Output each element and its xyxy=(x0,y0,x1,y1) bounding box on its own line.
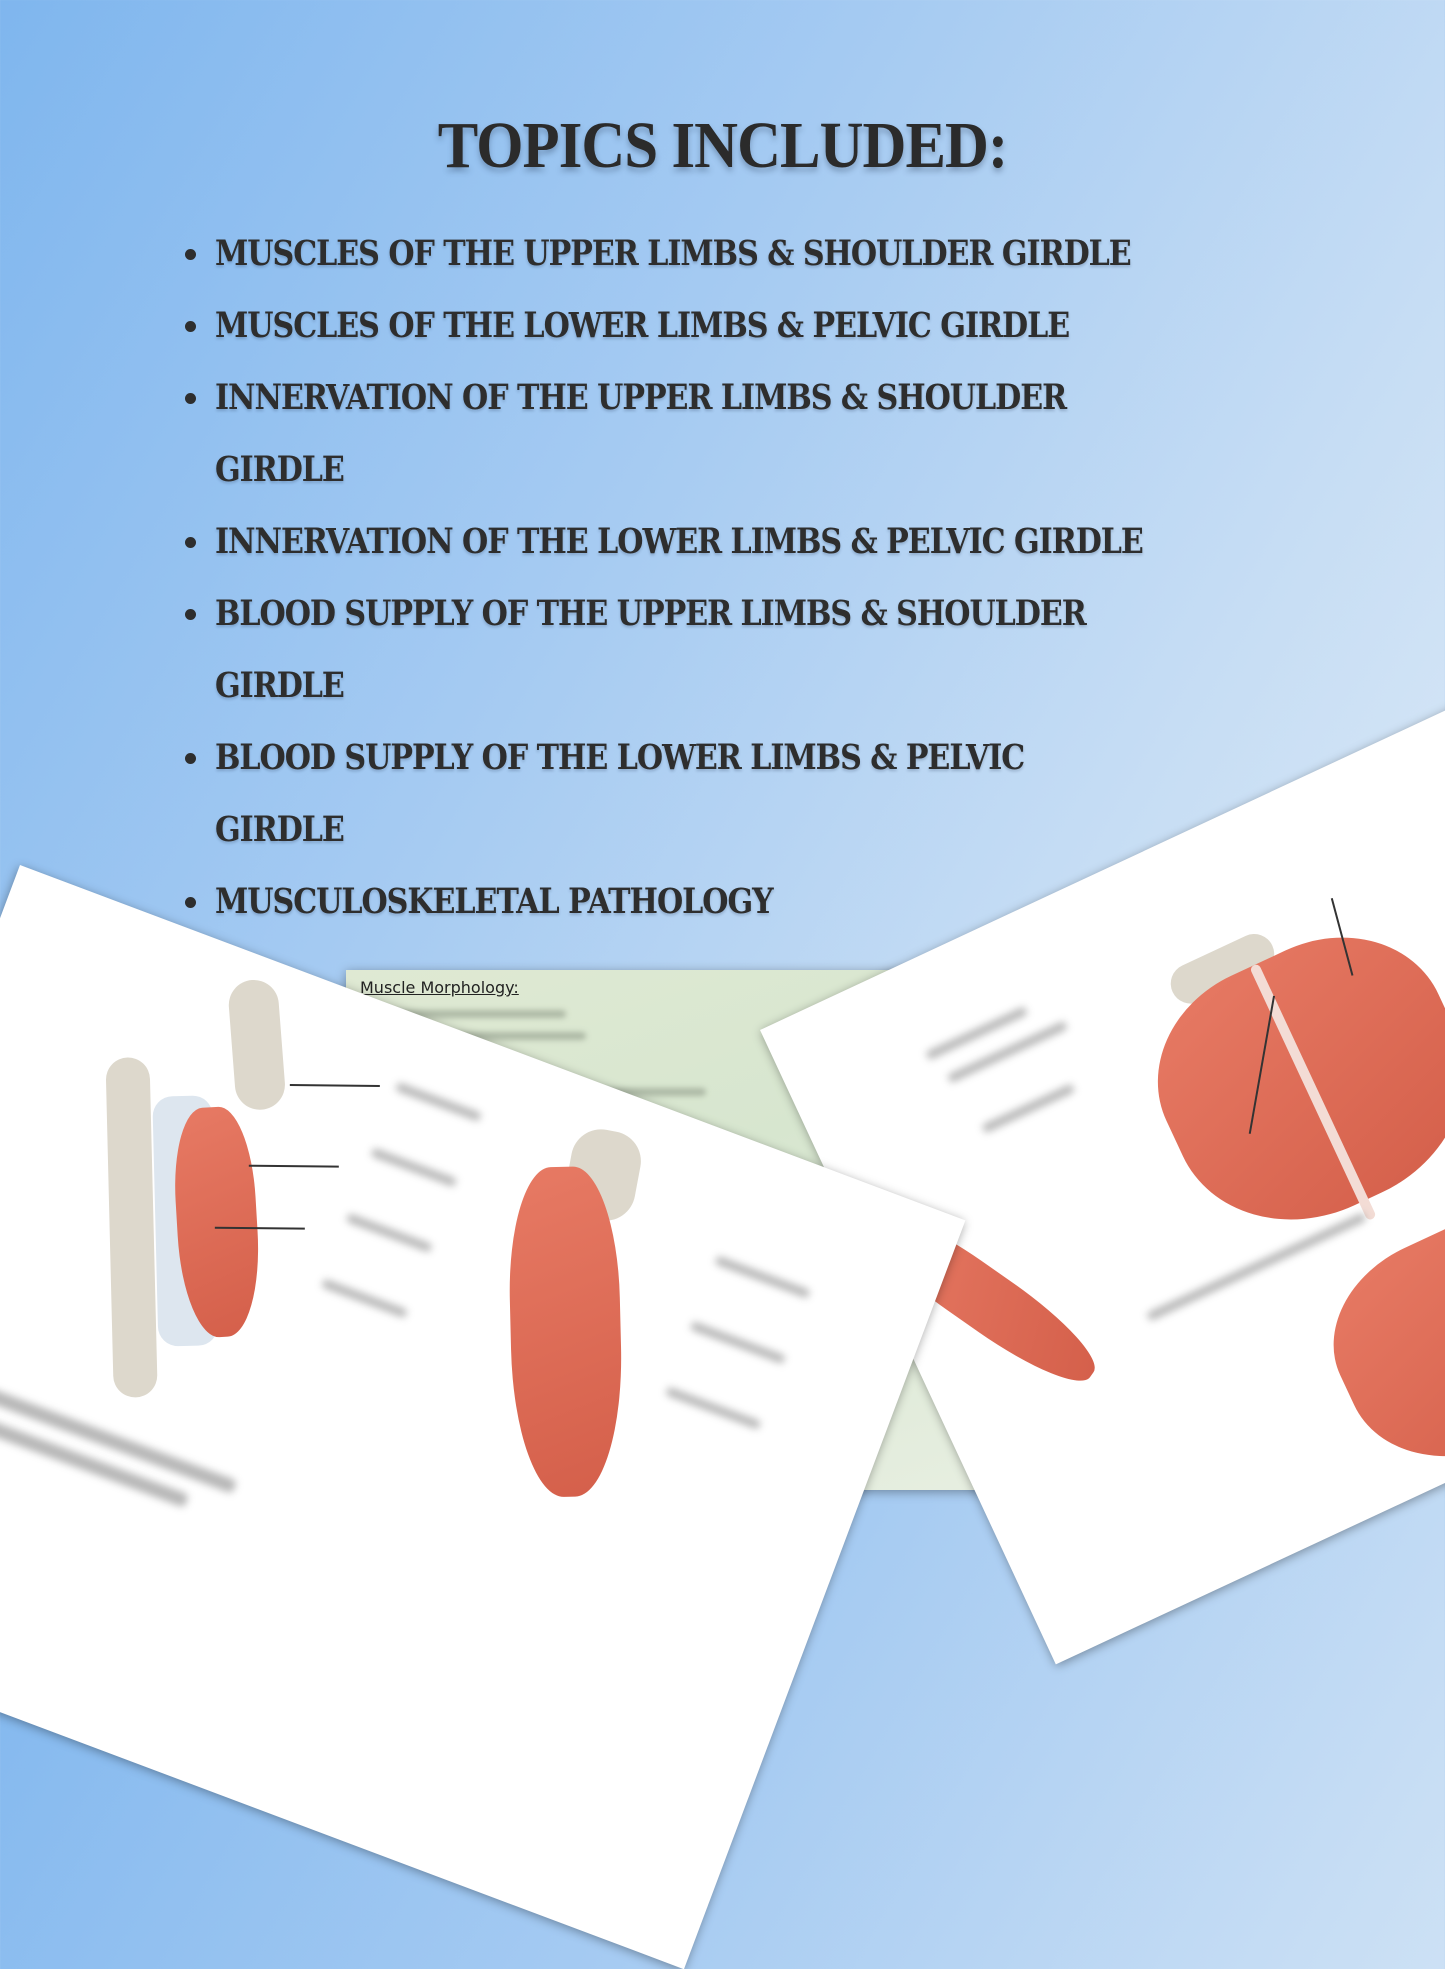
femur-illustration xyxy=(105,1057,157,1398)
page-title: TOPICS INCLUDED: xyxy=(437,109,1008,182)
leader-line xyxy=(290,1084,380,1087)
topic-item: BLOOD SUPPLY OF THE LOWER LIMBS & PELVIC GIRDLE xyxy=(185,722,1365,866)
blurred-label xyxy=(321,1278,408,1318)
topic-item: INNERVATION OF THE LOWER LIMBS & PELVIC GIRDLE xyxy=(185,506,1365,578)
notes-heading: Muscle Morphology: xyxy=(360,978,519,997)
leader-line xyxy=(249,1165,339,1168)
blurred-label xyxy=(947,1020,1069,1083)
topic-item: MUSCLES OF THE UPPER LIMBS & SHOULDER GIRDLE xyxy=(185,218,1365,290)
topic-item: MUSCLES OF THE LOWER LIMBS & PELVIC GIRDLE xyxy=(185,290,1365,362)
trapezius-illustration xyxy=(1122,900,1445,1262)
pelvis-illustration xyxy=(227,978,287,1111)
topic-item: MUSCULOSKELETAL PATHOLOGY xyxy=(185,866,1365,938)
blurred-label xyxy=(395,1082,482,1122)
blurred-label xyxy=(370,1147,457,1187)
topic-item: INNERVATION OF THE UPPER LIMBS & SHOULDER GIRDLE xyxy=(185,362,1365,506)
blurred-label xyxy=(689,1321,786,1365)
shoulder-muscle-illustration xyxy=(1303,1177,1445,1495)
blurred-label xyxy=(1146,1212,1367,1322)
thigh-muscle-illustration xyxy=(507,1166,625,1499)
topic-item: BLOOD SUPPLY OF THE UPPER LIMBS & SHOULDER GIRDLE xyxy=(185,578,1365,722)
blurred-label xyxy=(981,1083,1075,1133)
blurred-label xyxy=(714,1255,811,1299)
blurred-label xyxy=(665,1386,762,1430)
blurred-label xyxy=(345,1213,432,1253)
